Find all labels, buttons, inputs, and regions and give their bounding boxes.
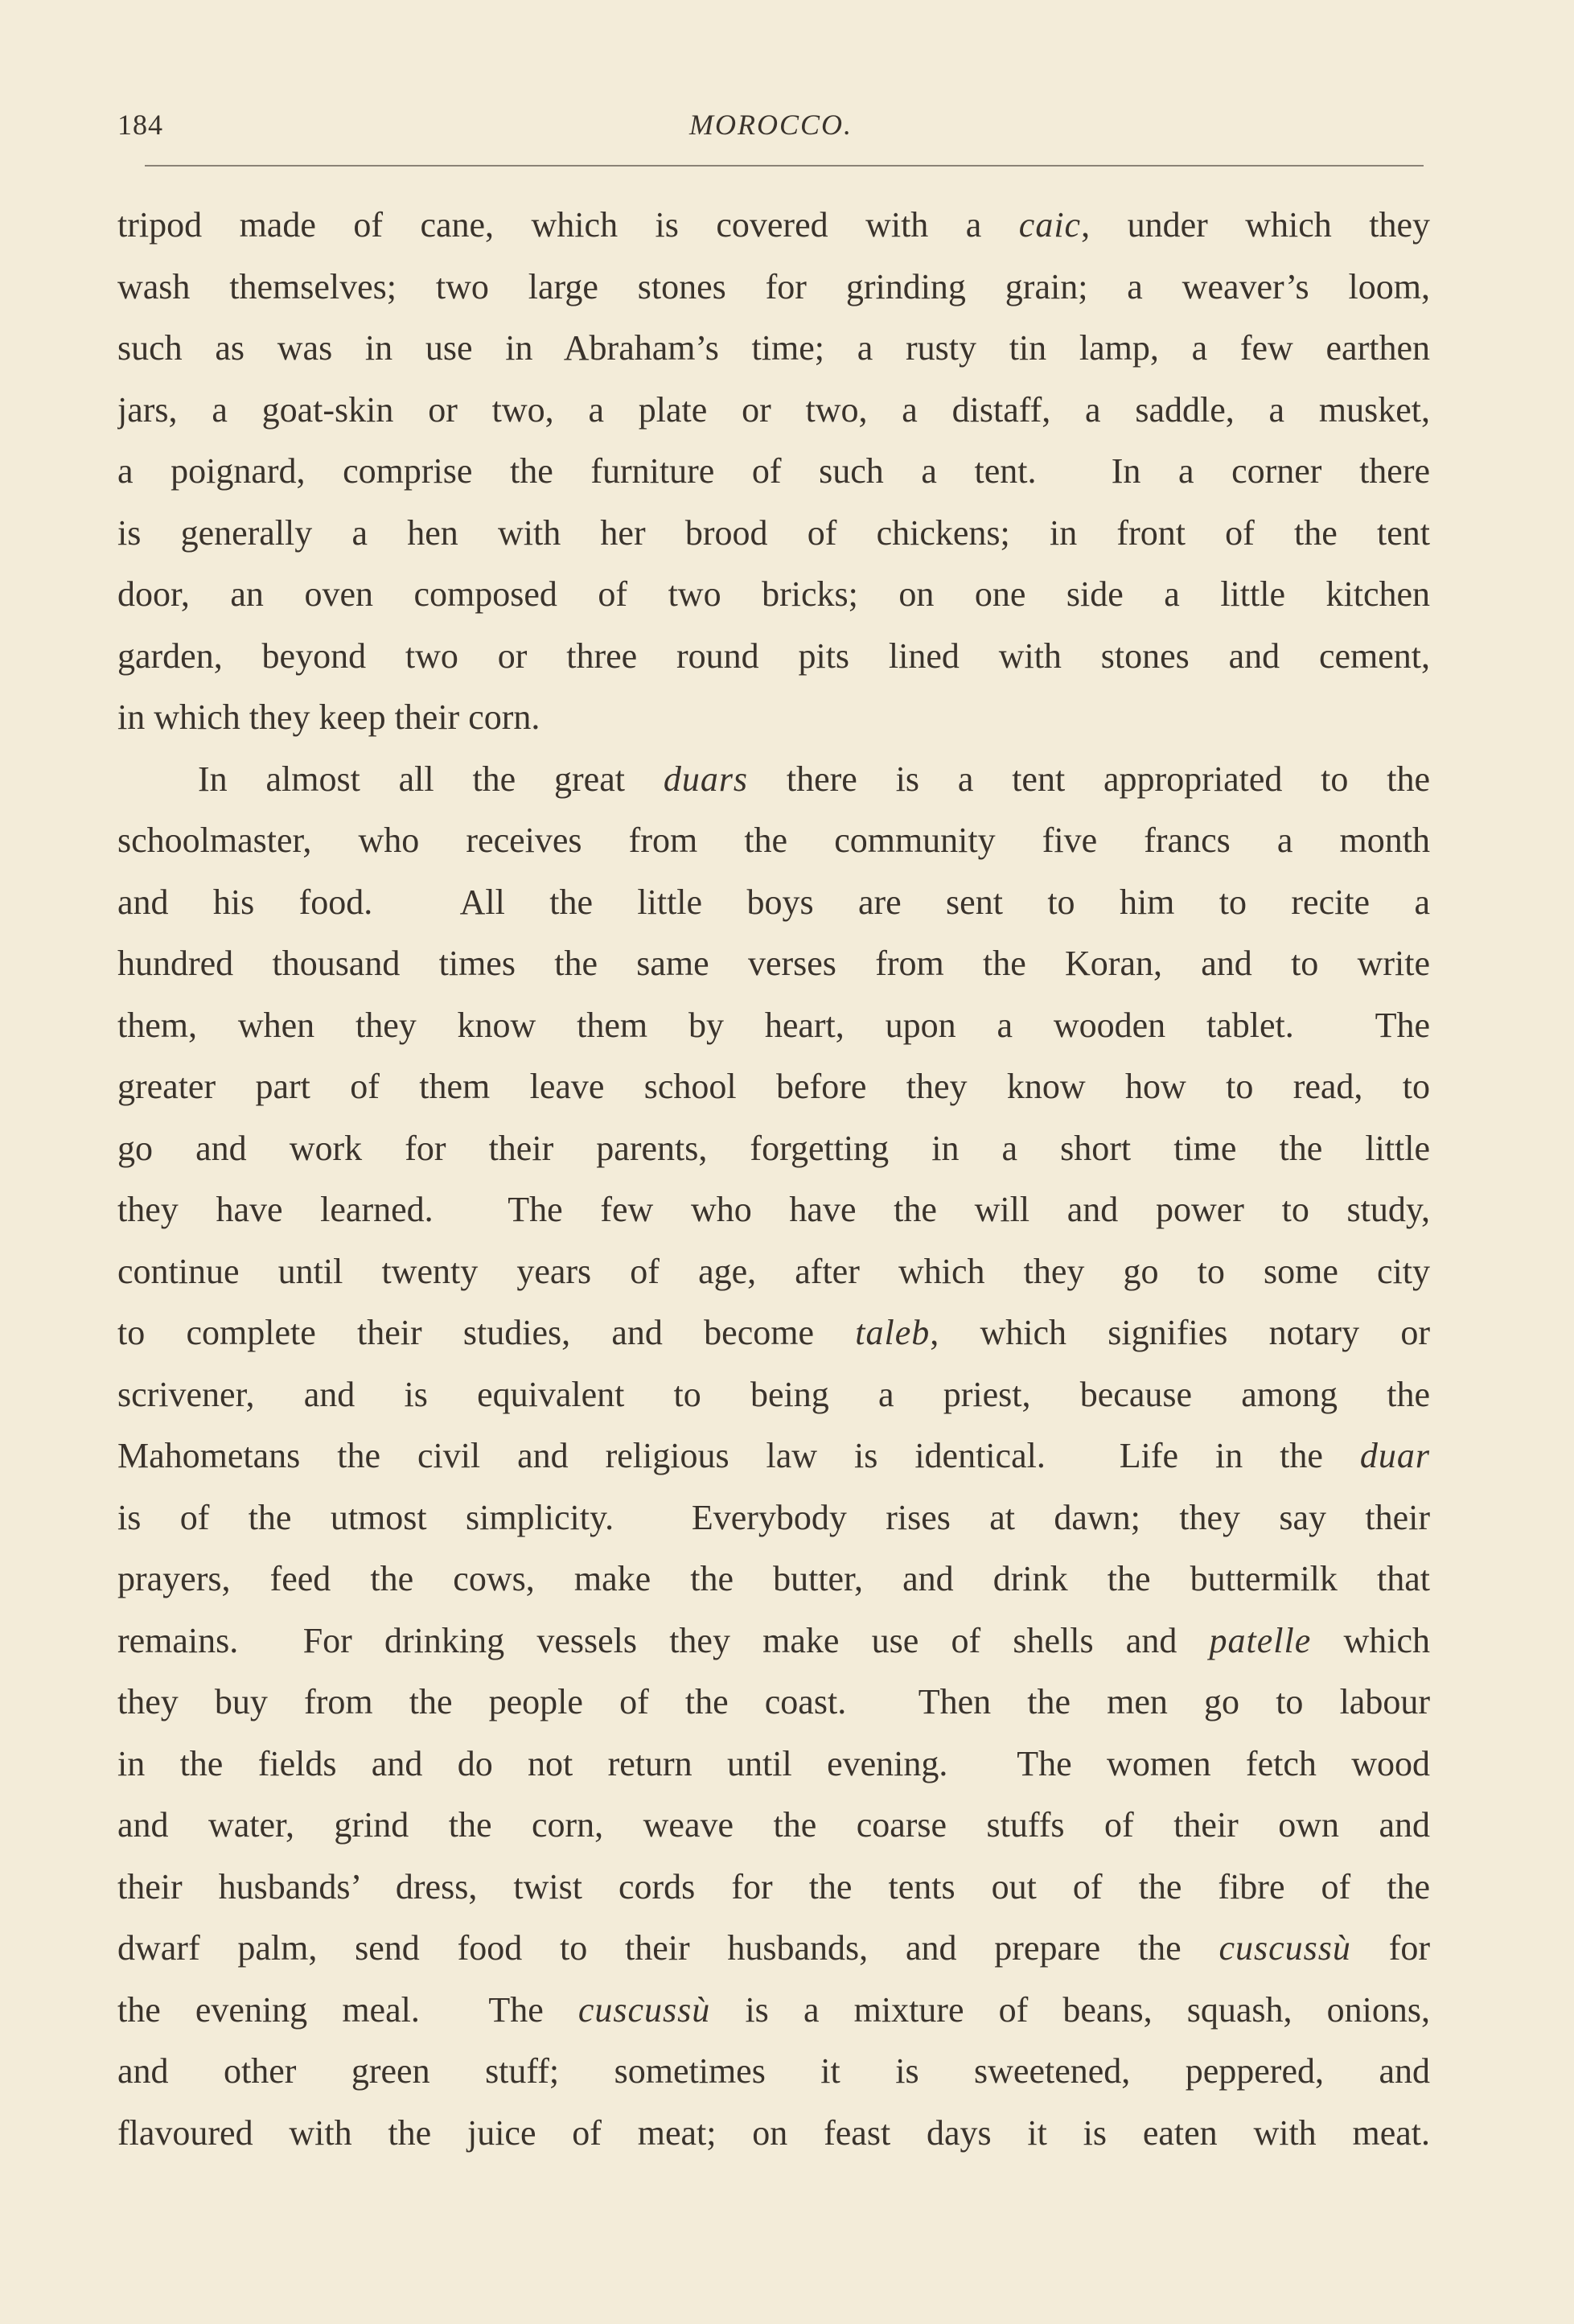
text-line xyxy=(117,810,1430,872)
italic-term: caic xyxy=(1018,205,1082,245)
text-segment: prayers, feed the cows, make the butter, and drink the buttermilk that xyxy=(117,1559,1430,1598)
text-line xyxy=(117,872,1430,934)
text-segment: is a mixture of beans, squash, onions, xyxy=(710,1989,1430,2030)
text-line xyxy=(117,195,1430,257)
text-line xyxy=(117,1549,1430,1610)
text-segment: and water, grind the corn, weave the coarse stuffs of their own and xyxy=(117,1805,1430,1845)
text-line xyxy=(117,1118,1430,1180)
text-line xyxy=(117,564,1430,626)
text-segment: they buy from the people of the coast. Then the men go to labour xyxy=(117,1682,1430,1721)
text-segment: , under which they xyxy=(1081,205,1430,245)
text-line xyxy=(117,503,1430,565)
text-line xyxy=(117,1795,1430,1857)
text-line xyxy=(117,1302,1430,1364)
text-segment: in the fields and do not return until evening. The women fetch wood xyxy=(117,1743,1430,1783)
text-segment: tripod made of cane, which is covered with a xyxy=(117,205,1019,245)
text-line xyxy=(117,1857,1430,1919)
text-segment: Mahometans the civil and religious law is identical. Life in the xyxy=(117,1436,1360,1475)
text-segment: jars, a goat-skin or two, a plate or two, a distaff, a saddle, a musket, xyxy=(117,389,1430,430)
text-segment: their husbands’ dress, twist cords for the tents out of the fibre of the xyxy=(117,1866,1430,1907)
text-segment: is generally a hen with her brood of chickens; in front of the tent xyxy=(117,512,1430,553)
text-segment: in which they keep their corn. xyxy=(117,697,540,737)
text-segment: go and work for their parents, forgetting in a short time the little xyxy=(117,1128,1430,1168)
text-segment: flavoured with the juice of meat; on feast days it is eaten with meat. xyxy=(117,2112,1430,2153)
text-line xyxy=(117,687,1430,749)
text-segment: wash themselves; two large stones for grinding grain; a weaver’s loom, xyxy=(117,266,1430,306)
text-line xyxy=(117,380,1430,442)
italic-term: patelle xyxy=(1209,1620,1312,1660)
header-rule xyxy=(145,165,1424,167)
text-segment: a poignard, comprise the furniture of such a tent. In a corner there xyxy=(117,451,1430,491)
text-line xyxy=(117,995,1430,1057)
page-header xyxy=(117,108,1424,156)
text-segment: such as was in use in Abraham’s time; a rusty tin lamp, a few earthen xyxy=(117,328,1430,368)
text-line xyxy=(117,1610,1430,1672)
text-line xyxy=(117,1179,1430,1241)
text-line xyxy=(117,441,1430,503)
text-line xyxy=(117,1364,1430,1426)
text-segment: , which signifies notary or xyxy=(930,1313,1430,1352)
text-segment: them, when they know them by heart, upon a wooden tablet. The xyxy=(117,1005,1430,1045)
text-segment: continue until twenty years of age, after which they go to some city xyxy=(117,1251,1430,1291)
page-number: 184 xyxy=(117,109,163,141)
italic-term: cuscussù xyxy=(577,1989,711,2030)
text-segment: dwarf palm, send food to their husbands, and prepare the xyxy=(117,1928,1219,1968)
text-line xyxy=(117,933,1430,995)
text-segment: there is a tent appropriated to the xyxy=(748,759,1430,799)
text-segment: scrivener, and is equivalent to being a priest, because among the xyxy=(117,1374,1430,1414)
text-segment: and other green stuff; sometimes it is sweetened, peppered, and xyxy=(117,2051,1430,2091)
text-segment: door, an oven composed of two bricks; on one side a little kitchen xyxy=(117,574,1430,614)
text-segment: the evening meal. The xyxy=(117,1989,578,2030)
italic-term: taleb xyxy=(855,1313,931,1352)
text-line xyxy=(117,1672,1430,1734)
text-line xyxy=(117,1425,1430,1487)
text-segment: and his food. All the little boys are sent to him to recite a xyxy=(117,882,1430,922)
text-segment: they have learned. The few who have the will and power to study, xyxy=(117,1190,1430,1229)
text-line xyxy=(117,257,1430,319)
text-segment: to complete their studies, and become xyxy=(117,1313,856,1352)
text-line xyxy=(117,1734,1430,1795)
text-line xyxy=(117,749,1430,811)
italic-term: cuscussù xyxy=(1219,1928,1351,1968)
running-head: MOROCCO. xyxy=(689,109,853,141)
text-segment: schoolmaster, who receives from the community five francs a month xyxy=(117,821,1430,860)
text-line xyxy=(117,2103,1430,2165)
text-segment: greater part of them leave school before they know how to read, to xyxy=(117,1067,1430,1106)
text-line xyxy=(117,1487,1430,1549)
text-line xyxy=(117,1241,1430,1303)
text-segment: is of the utmost simplicity. Everybody rises at dawn; they say their xyxy=(117,1497,1430,1537)
italic-term: duars xyxy=(663,759,749,799)
text-segment: In almost all the great xyxy=(198,759,664,799)
text-segment: remains. For drinking vessels they make use of shells and xyxy=(117,1620,1210,1660)
text-line xyxy=(117,1980,1430,2042)
text-line xyxy=(117,2041,1430,2103)
text-segment: garden, beyond two or three round pits lined with stones and cement, xyxy=(117,636,1430,676)
text-line xyxy=(117,1056,1430,1118)
text-line xyxy=(117,318,1430,380)
text-segment: hundred thousand times the same verses from the Koran, and to write xyxy=(117,944,1430,983)
body-text xyxy=(117,195,1430,2164)
text-line xyxy=(117,626,1430,688)
italic-term: duar xyxy=(1359,1436,1430,1475)
text-segment: for xyxy=(1350,1928,1430,1968)
text-line xyxy=(117,1918,1430,1980)
text-segment: which xyxy=(1311,1620,1430,1660)
